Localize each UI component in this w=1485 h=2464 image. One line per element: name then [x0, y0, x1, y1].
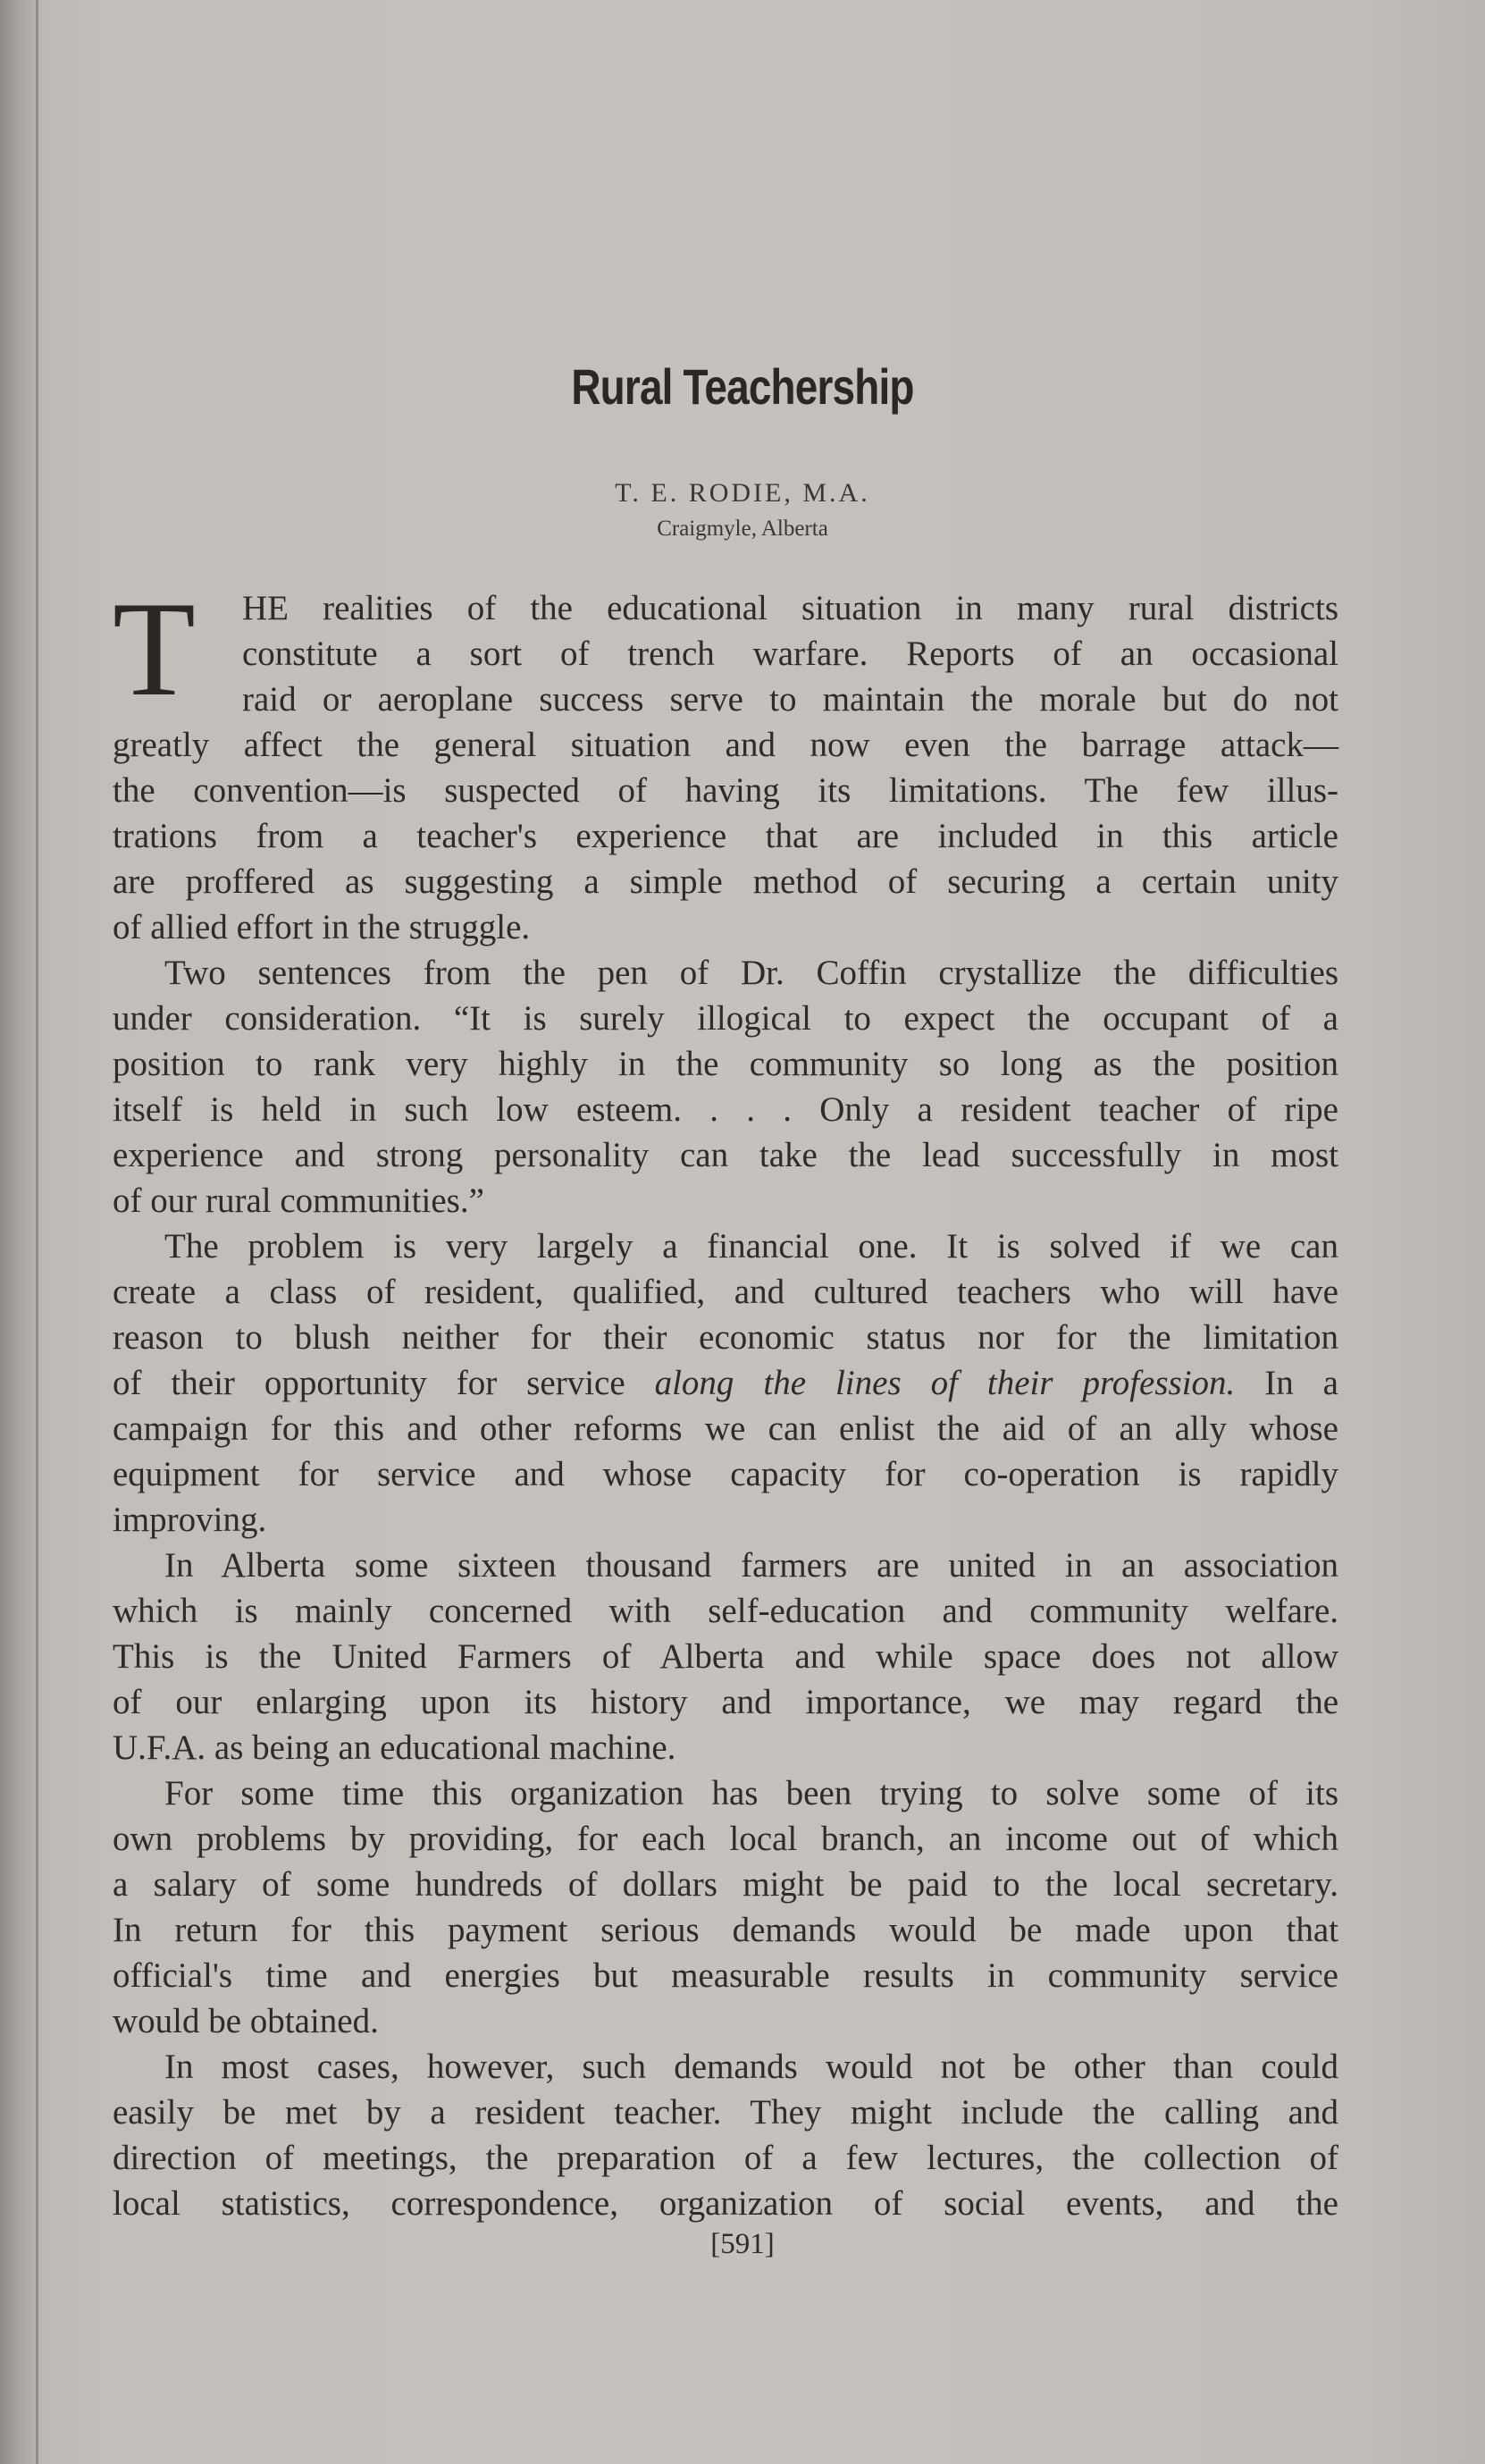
- italic-phrase: along the lines of their profession.: [654, 1364, 1236, 1402]
- text-line: In most cases, however, such demands would not be other than could: [164, 2048, 1338, 2086]
- text-line: experience and strong personality can take the lead successfully in most: [113, 1136, 1338, 1174]
- text-line: campaign for this and other reforms we can enlist the aid of an ally whose: [113, 1409, 1338, 1448]
- text-line: of allied effort in the struggle.: [113, 908, 531, 946]
- text-line: Two sentences from the pen of Dr. Coffin crystallize the difficulties: [164, 954, 1338, 992]
- author-location: Craigmyle, Alberta: [657, 517, 828, 541]
- article-title: Rural Teachership: [571, 358, 914, 415]
- text-segment: of their opportunity for service: [113, 1364, 655, 1402]
- text-line: would be obtained.: [113, 2002, 379, 2040]
- text-line: own problems by providing, for each local branch, an income out of which: [113, 1820, 1338, 1858]
- text-line: trations from a teacher's experience that are included in this article: [113, 817, 1338, 855]
- text-line: HE realities of the educational situation in many rural districts: [242, 589, 1338, 627]
- text-line: In return for this payment serious demands would be made upon that: [113, 1911, 1338, 1949]
- text-line: direction of meetings, the preparation of a few lectures, the collection of: [113, 2139, 1338, 2177]
- text-line: reason to blush neither for their economic status nor for the limitation: [113, 1318, 1338, 1357]
- text-line: under consideration. “It is surely illogical to expect the occupant of a: [113, 999, 1338, 1038]
- text-line: itself is held in such low esteem. . . . Only a resident teacher of ripe: [113, 1090, 1338, 1129]
- text-line: constitute a sort of trench warfare. Reports of an occasional: [242, 635, 1338, 673]
- drop-cap: T: [113, 574, 196, 724]
- text-line: greatly affect the general situation and now even the barrage attack—: [113, 726, 1338, 764]
- text-line: are proffered as suggesting a simple method of securing a certain unity: [113, 862, 1338, 901]
- article-body: [113, 574, 1338, 2226]
- text-line: equipment for service and whose capacity for co-operation is rapidly: [113, 1455, 1338, 1493]
- page-number: [591]: [710, 2228, 775, 2260]
- text-line: For some time this organization has been trying to solve some of its: [164, 1774, 1338, 1812]
- text-line: In Alberta some sixteen thousand farmers are united in an association: [164, 1546, 1338, 1585]
- text-line: The problem is very largely a financial one. It is solved if we can: [164, 1227, 1338, 1266]
- text-line: official's time and energies but measurable results in community service: [113, 1956, 1338, 1995]
- text-line: the convention—is suspected of having its limitations. The few illus-: [113, 771, 1338, 810]
- text-line: of our enlarging upon its history and importance, we may regard the: [113, 1683, 1338, 1721]
- text-line: of our rural communities.”: [113, 1182, 484, 1220]
- text-line: improving.: [113, 1501, 267, 1539]
- text-line: create a class of resident, qualified, and cultured teachers who will have: [113, 1273, 1338, 1311]
- article-author: T. E. RODIE, M.A.: [615, 478, 870, 508]
- text-line: [113, 1360, 1338, 1406]
- text-line: local statistics, correspondence, organization of social events, and the: [113, 2184, 1338, 2223]
- text-segment: In a: [1235, 1364, 1338, 1402]
- text-line: position to rank very highly in the community so long as the position: [113, 1045, 1338, 1083]
- text-line: easily be met by a resident teacher. They might include the calling and: [113, 2093, 1338, 2132]
- text-line: raid or aeroplane success serve to maintain the morale but do not: [242, 680, 1338, 719]
- text-line: U.F.A. as being an educational machine.: [113, 1728, 676, 1767]
- text-line: which is mainly concerned with self-education and community welfare.: [113, 1592, 1338, 1630]
- binding-gutter: [36, 0, 38, 2464]
- text-line: a salary of some hundreds of dollars might be paid to the local secretary.: [113, 1865, 1338, 1904]
- text-line: This is the United Farmers of Alberta and while space does not allow: [113, 1637, 1338, 1676]
